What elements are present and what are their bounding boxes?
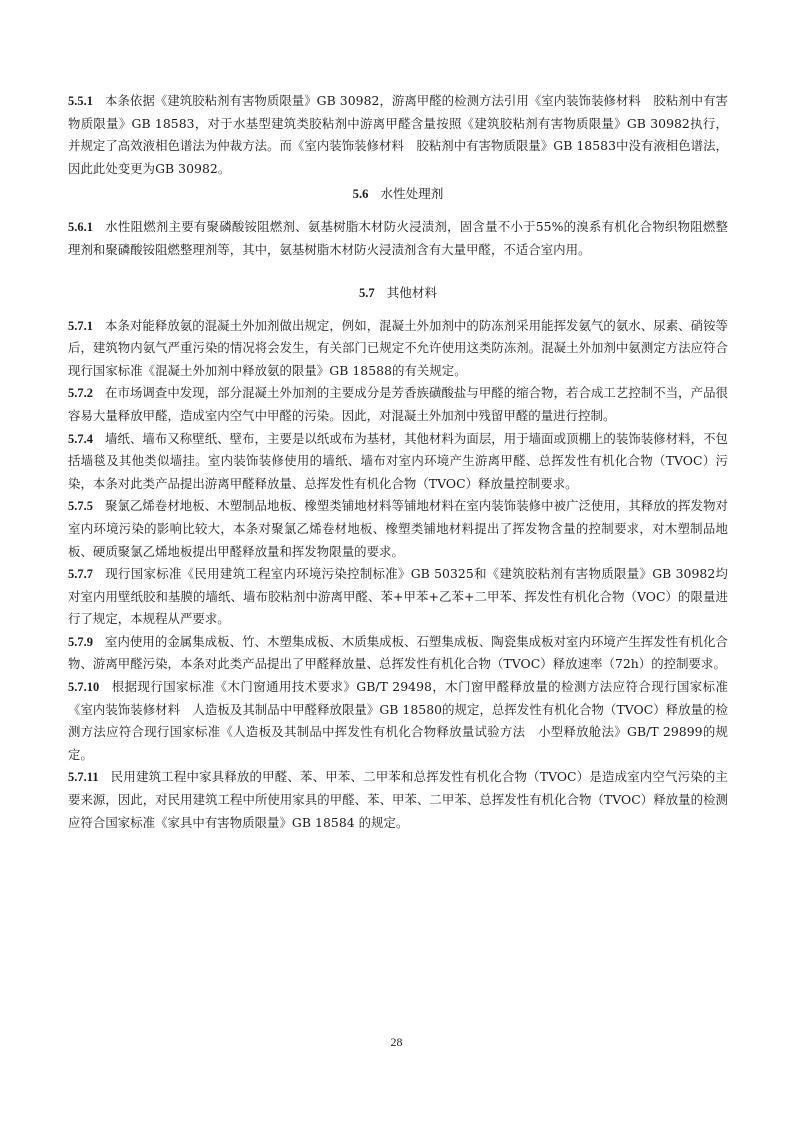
clause-number: 5.7.4 bbox=[68, 431, 94, 446]
section-number: 5.6 bbox=[352, 187, 369, 202]
clause-text: 现行国家标准《民用建筑工程室内环境污染控制标准》GB 50325和《建筑胶粘剂有害物质限量》GB 30982均对室内用壁纸胶和基膜的墙纸、墙布胶粘剂中游离甲醛、苯+甲苯+乙苯+二甲苯、挥发性有机化合物（VOC）的限量进行了规定，本规程从严要求。 bbox=[68, 566, 728, 627]
section-heading-5-6 bbox=[68, 183, 728, 205]
clause-text: 本条对能释放氨的混凝土外加剂做出规定，例如，混凝土外加剂中的防冻剂采用能挥发氨气的氨水、尿素、硝铵等后，建筑物内氨气严重污染的情况将会发生，有关部门已规定不允许使用这类防冻剂。混凝土外加剂中氨测定方法应符合现行国家标准《混凝土外加剂中释放氨的限量》GB 18588的有关规定。 bbox=[68, 317, 728, 378]
clause-number: 5.7.5 bbox=[68, 499, 94, 514]
clause-5-7-1 bbox=[68, 315, 728, 383]
clause-number: 5.7.11 bbox=[68, 770, 99, 785]
clause-5-7-4 bbox=[68, 428, 728, 496]
clause-5-5-1 bbox=[68, 90, 728, 180]
clause-number: 5.7.9 bbox=[68, 634, 94, 649]
clause-number: 5.6.1 bbox=[68, 220, 94, 235]
page-content bbox=[68, 90, 728, 834]
page-number: 28 bbox=[390, 1035, 403, 1049]
clause-5-7-2 bbox=[68, 382, 728, 427]
clause-text: 水性阻燃剂主要有聚磷酸铵阻燃剂、氨基树脂木材防火浸渍剂，固含量不小于55%的溴系有机化合物织物阻燃整理剂和聚磷酸铵阻燃整理剂等，其中，氨基树脂木材防火浸渍剂含有大量甲醛，不适合室内用。 bbox=[68, 219, 728, 257]
clause-text: 墙纸、墙布又称壁纸、壁布，主要是以纸或布为基材，其他材料为面层，用于墙面或顶棚上的装饰装修材料，不包括墙毯及其他类似墙挂。室内装饰装修使用的墙纸、墙布对室内环境产生游离甲醛、总挥发性有机化合物（TVOC）污染，本条对此类产品提出游离甲醛释放量、总挥发性有机化合物（TVOC）释放量控制要求。 bbox=[68, 430, 728, 491]
clause-number: 5.7.1 bbox=[68, 318, 94, 333]
clause-5-7-9 bbox=[68, 631, 728, 676]
section-title: 其他材料 bbox=[386, 284, 438, 300]
clause-5-7-10 bbox=[68, 676, 728, 766]
section-number: 5.7 bbox=[358, 285, 375, 300]
clause-text: 聚氯乙烯卷材地板、木塑制品地板、橡塑类铺地材料等铺地材料在室内装饰装修中被广泛使用，其释放的挥发物对室内环境污染的影响比较大，本条对聚氯乙烯卷材地板、橡塑类铺地材料提出了挥发物含量的控制要求，对木塑制品地板、硬质聚氯乙烯地板提出甲醛释放量和挥发物限量的要求。 bbox=[68, 498, 728, 559]
clause-number: 5.7.10 bbox=[68, 680, 100, 695]
clause-5-7-11 bbox=[68, 766, 728, 834]
section-heading-5-7 bbox=[68, 282, 728, 304]
clause-text: 根据现行国家标准《木门窗通用技术要求》GB/T 29498，木门窗甲醛释放量的检测方法应符合现行国家标准《室内装饰装修材料 人造板及其制品中甲醛释放限量》GB 18580的规定，总挥发性有机化合物（TVOC）释放量的检测方法应符合现行国家标准《人造板及其制品中挥发性有机化合物释放量试验方法 小型释放舱法》GB/T 29899的规定。 bbox=[68, 679, 728, 762]
clause-number: 5.7.2 bbox=[68, 386, 94, 401]
clause-5-7-5 bbox=[68, 495, 728, 563]
clause-number: 5.7.7 bbox=[68, 567, 94, 582]
clause-text: 民用建筑工程中家具释放的甲醛、苯、甲苯、二甲苯和总挥发性有机化合物（TVOC）是造成室内空气污染的主要来源，因此，对民用建筑工程中所使用家具的甲醛、苯、甲苯、二甲苯、总挥发性有机化合物（TVOC）释放量的检测应符合国家标准《家具中有害物质限量》GB 18584 的规定。 bbox=[68, 769, 728, 830]
clause-text: 本条依据《建筑胶粘剂有害物质限量》GB 30982，游离甲醛的检测方法引用《室内装饰装修材料 胶粘剂中有害物质限量》GB 18583，对于水基型建筑类胶粘剂中游离甲醛含量按照《建筑胶粘剂有害物质限量》GB 30982执行，并规定了高效液相色谱法为仲裁方法。而《室内装饰装修材料 胶粘剂中有害物质限量》GB 18583中没有液相色谱法，因此此处变更为GB 30982。 bbox=[68, 93, 728, 176]
clause-text: 室内使用的金属集成板、竹、木塑集成板、木质集成板、石塑集成板、陶瓷集成板对室内环境产生挥发性有机化合物、游离甲醛污染，本条对此类产品提出了甲醛释放量、总挥发性有机化合物（TVOC）释放速率（72h）的控制要求。 bbox=[68, 633, 728, 672]
section-title: 水性处理剂 bbox=[380, 186, 444, 202]
clause-5-6-1 bbox=[68, 216, 728, 261]
clause-5-7-7 bbox=[68, 563, 728, 631]
clause-text: 在市场调查中发现，部分混凝土外加剂的主要成分是芳香族磺酸盐与甲醛的缩合物，若合成工艺控制不当，产品很容易大量释放甲醛，造成室内空气中甲醛的污染。因此，对混凝土外加剂中残留甲醛的量进行控制。 bbox=[68, 385, 728, 423]
clause-number: 5.5.1 bbox=[68, 94, 94, 108]
